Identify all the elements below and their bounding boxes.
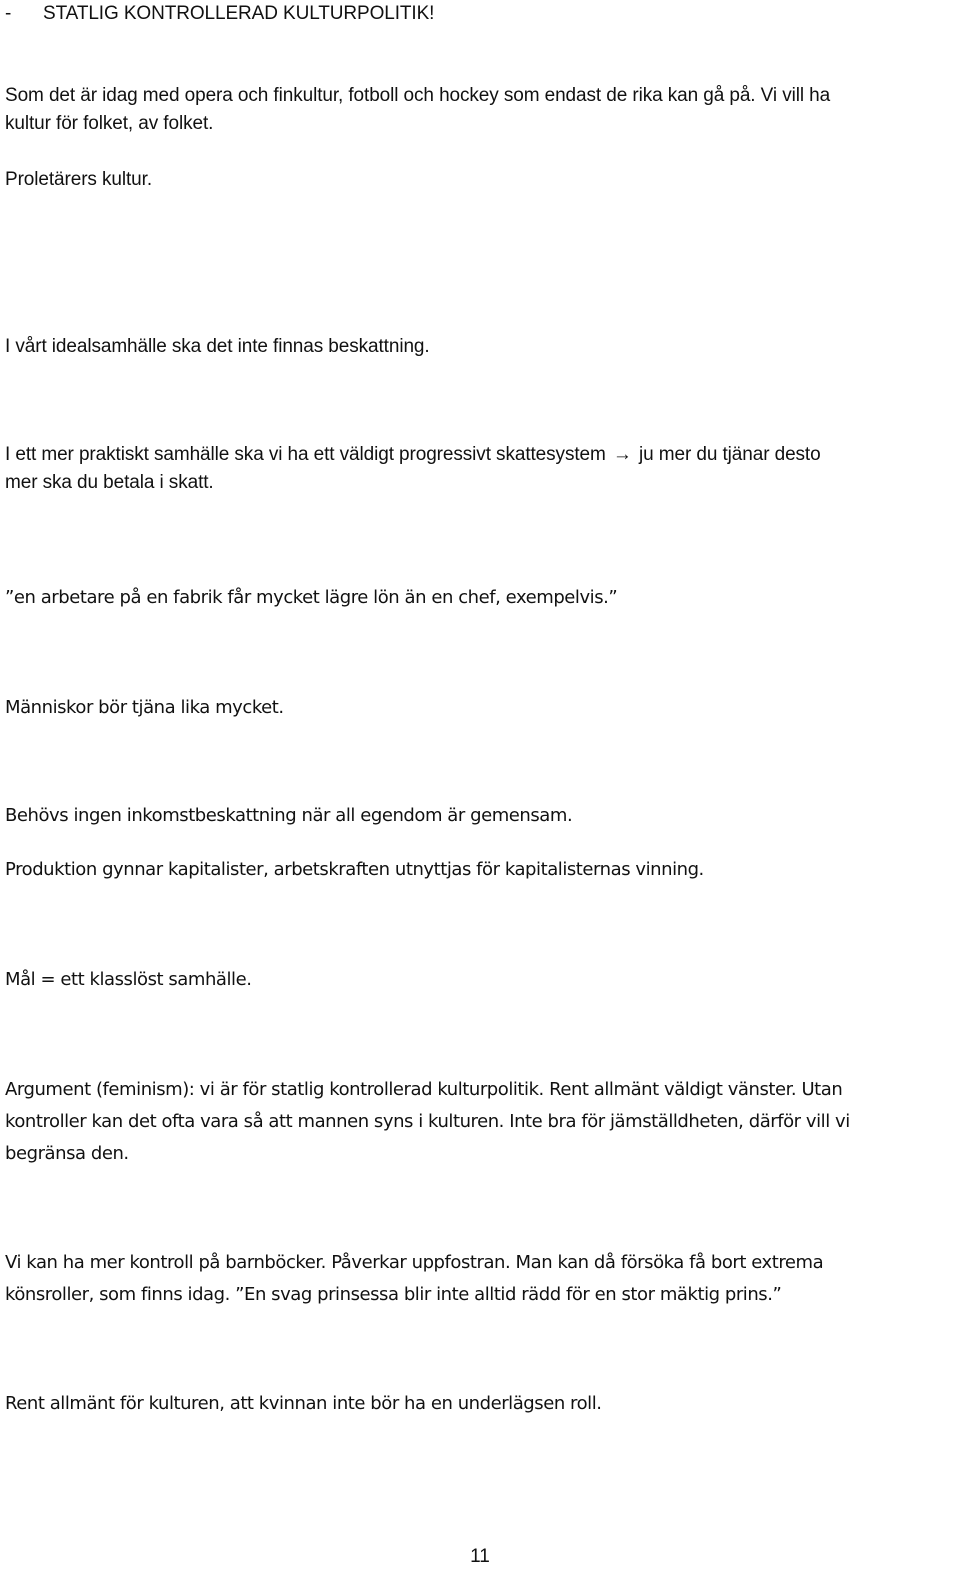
paragraph-progressivt-skattesystem	[5, 441, 955, 497]
paragraph-line: begränsa den.	[5, 1143, 129, 1164]
paragraph-argument-feminism	[5, 1074, 955, 1170]
paragraph-line: könsroller, som finns idag. ”En svag prinsessa blir inte alltid rädd för en stor mäktig prins.”	[5, 1284, 782, 1305]
paragraph-proletarers-kultur	[5, 166, 955, 194]
paragraph-barnbocker	[5, 1247, 955, 1311]
paragraph-opera-finkultur	[5, 82, 955, 138]
paragraph-line: Produktion gynnar kapitalister, arbetskraften utnyttjas för kapitalisternas vinning.	[5, 859, 704, 880]
paragraph-line: ”en arbetare på en fabrik får mycket lägre lön än en chef, exempelvis.”	[5, 587, 618, 608]
page-number: 11	[470, 1546, 490, 1567]
paragraph-line: kontroller kan det ofta vara så att mannen syns i kulturen. Inte bra för jämställdheten, därför vill vi	[5, 1111, 850, 1132]
paragraph-line: Som det är idag med opera och finkultur, fotboll och hockey som endast de rika kan gå på. Vi vill ha	[5, 85, 831, 106]
paragraph-line: I vårt idealsamhälle ska det inte finnas beskattning.	[5, 336, 430, 357]
paragraph-line: Argument (feminism): vi är för statlig kontrollerad kulturpolitik. Rent allmänt väldigt vänster. Utan	[5, 1079, 843, 1100]
paragraph-quote-arbetare	[5, 584, 955, 612]
paragraph-mal	[5, 966, 955, 994]
paragraph-tjana-lika	[5, 694, 955, 722]
paragraph-kvinnan	[5, 1390, 955, 1418]
paragraph-produktion	[5, 856, 955, 884]
paragraph-text: ju mer du tjänar desto	[639, 444, 821, 465]
heading-text: STATLIG KONTROLLERAD KULTURPOLITIK!	[43, 3, 435, 24]
paragraph-text: I ett mer praktiskt samhälle ska vi ha ett väldigt progressivt skattesystem	[5, 444, 606, 465]
paragraph-line: Rent allmänt för kulturen, att kvinnan inte bör ha en underlägsen roll.	[5, 1393, 602, 1414]
arrow-right-icon: →	[612, 444, 632, 465]
heading-dash: -	[5, 3, 12, 24]
paragraph-line	[5, 441, 955, 469]
section-heading	[5, 0, 955, 28]
paragraph-line: Människor bör tjäna lika mycket.	[5, 697, 284, 718]
paragraph-idealsamhalle	[5, 333, 955, 361]
paragraph-line: kultur för folket, av folket.	[5, 113, 214, 134]
paragraph-line: mer ska du betala i skatt.	[5, 472, 214, 493]
paragraph-line: Mål = ett klasslöst samhälle.	[5, 969, 252, 990]
paragraph-inkomstbeskattning	[5, 802, 955, 830]
paragraph-line: Vi kan ha mer kontroll på barnböcker. Påverkar uppfostran. Man kan då försöka få bort extrema	[5, 1252, 824, 1273]
paragraph-line: Proletärers kultur.	[5, 169, 152, 190]
paragraph-line: Behövs ingen inkomstbeskattning när all egendom är gemensam.	[5, 805, 573, 826]
